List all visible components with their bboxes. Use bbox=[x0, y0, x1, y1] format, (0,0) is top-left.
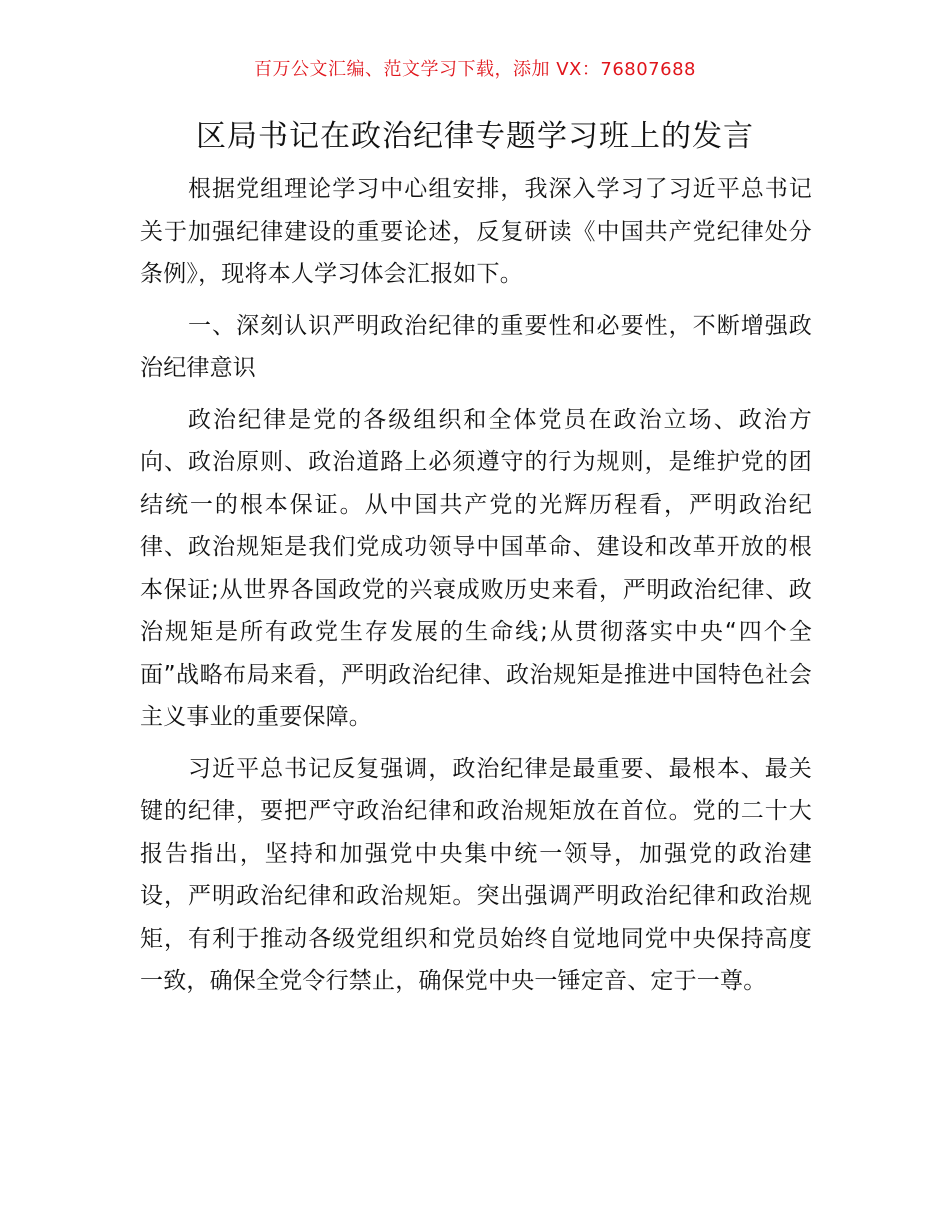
paragraph-intro: 根据党组理论学习中心组安排，我深入学习了习近平总书记关于加强纪律建设的重要论述，反复研读《中国共产党纪律处分条例》，现将本人学习体会汇报如下。 bbox=[140, 176, 812, 287]
watermark-header: 百万公文汇编、范文学习下载，添加 VX：76807688 bbox=[254, 59, 696, 80]
paragraph-political-discipline: 政治纪律是党的各级组织和全体党员在政治立场、政治方向、政治原则、政治道路上必须遵守的行为规则，是维护党的团结统一的根本保证。从中国共产党的光辉历程看，严明政治纪律、政治规矩是我们党成功领导中国革命、建设和改革开放的根本保证;从世界各国政党的兴衰成败历史来看，严明政治纪律、政治规矩是所有政党生存发展的生命线;从贯彻落实中央“四个全面”战略布局来看，严明政治纪律、政治规矩是推进中国特色社会主义事业的重要保障。 bbox=[140, 406, 812, 730]
paragraph-xi-emphasis: 习近平总书记反复强调，政治纪律是最重要、最根本、最关键的纪律，要把严守政治纪律和政治规矩放在首位。党的二十大报告指出，坚持和加强党中央集中统一领导，加强党的政治建设，严明政治纪律和政治规矩。突出强调严明政治纪律和政治规矩，有利于推动各级党组织和党员始终自觉地同党中央保持高度一致，确保全党令行禁止，确保党中央一锤定音、定于一尊。 bbox=[140, 755, 812, 994]
section-heading-1: 一、深刻认识严明政治纪律的重要性和必要性，不断增强政治纪律意识 bbox=[140, 312, 812, 381]
document-body bbox=[140, 168, 812, 1012]
page-title: 区局书记在政治纪律专题学习班上的发言 bbox=[196, 119, 754, 154]
